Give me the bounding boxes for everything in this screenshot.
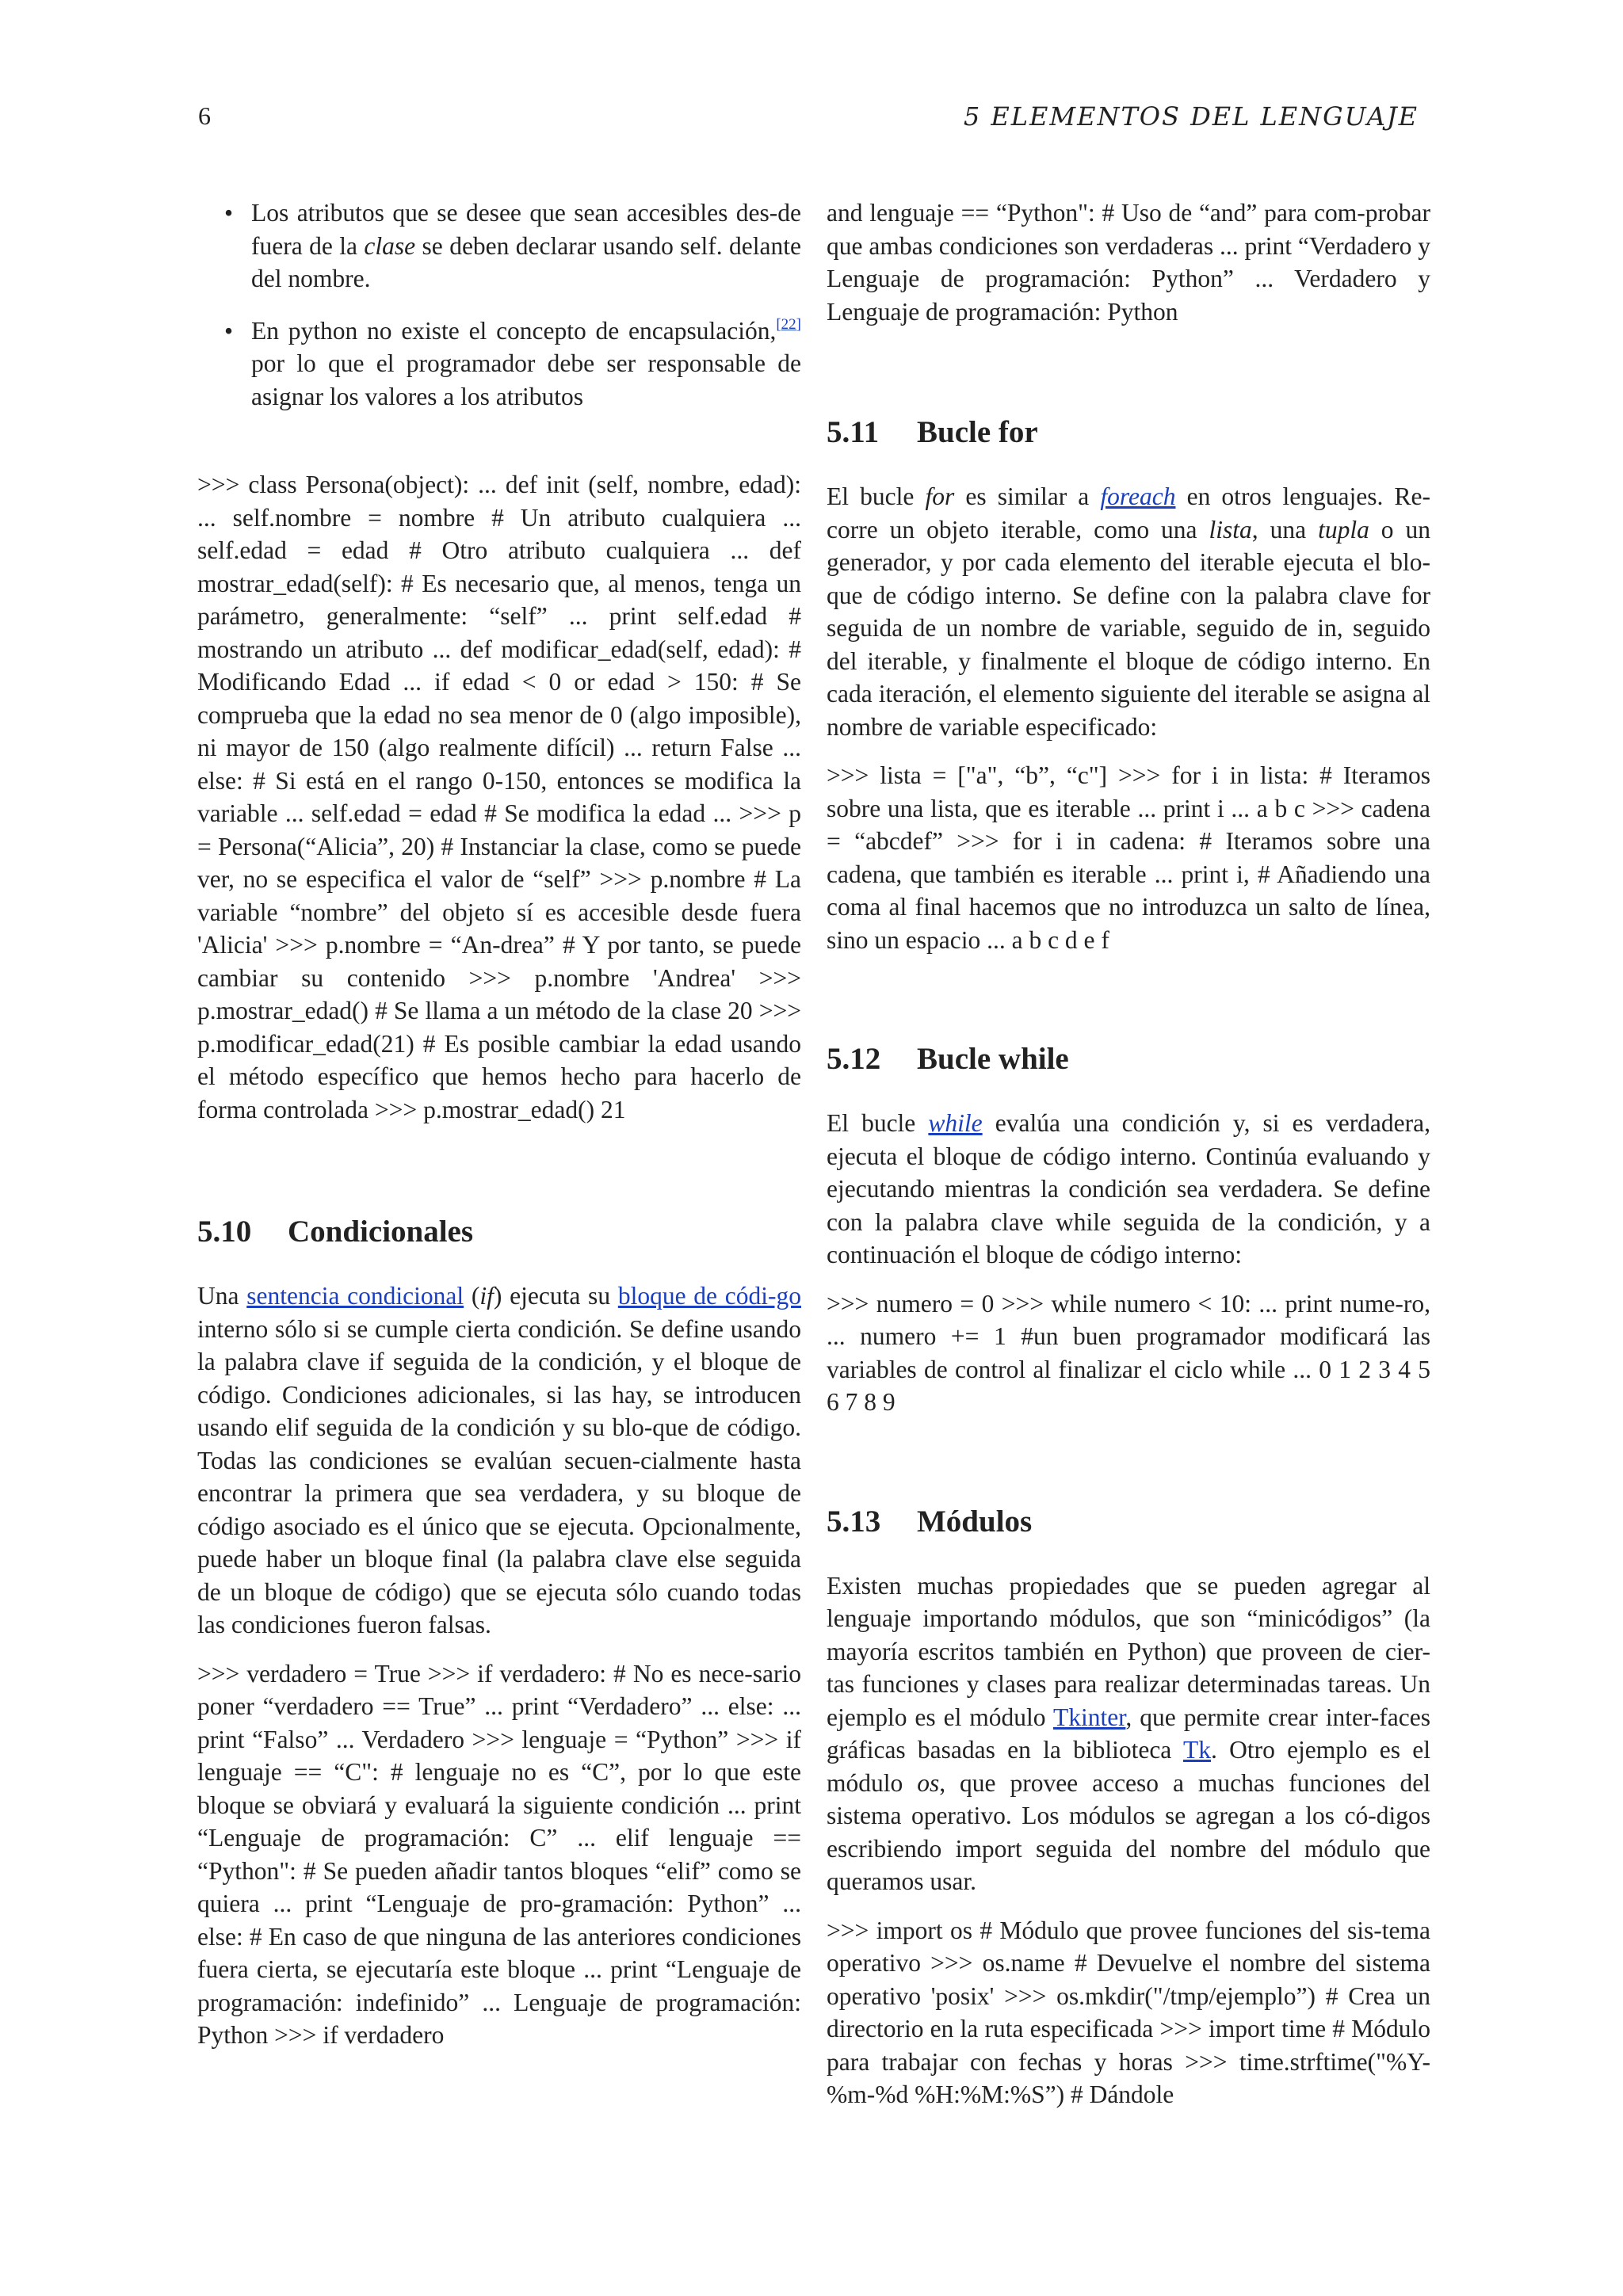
code-paragraph: and lenguaje == “Python": # Uso de “and” para com-probar que ambas condiciones son verdaderas ... print “Verdadero y Lenguaje de programación: Python” ... Verdadero y Lenguaje de programación: Python: [827, 199, 1430, 326]
link-tkinter[interactable]: Tkinter: [1052, 1703, 1126, 1731]
body-paragraph: El bucle for es similar a foreach en otros lenguajes. Re-corre un objeto iterable, como una lista, una tupla o un generador, y por cada elemento del iterable ejecuta el blo-que de código interno. Se define con la palabra clave for seguida de un nombre de variable, seguido de in, seguido del iterable, y finalmente el bloque de código interno. En cada iteración, el elemento siguiente del iterable se asigna al nombre de variable especificado:: [827, 482, 1431, 741]
section-heading-5-12: 5.12 Bucle while: [827, 1042, 1069, 1076]
link-foreach[interactable]: foreach: [1100, 482, 1176, 510]
body-paragraph: Una sentencia condicional (if) ejecuta su bloque de códi-go interno sólo si se cumple cierta condición. Se define usando la palabra clave if seguida de la condición, y el bloque de código. Condiciones adicionales, si las hay, se introducen usando elif seguida de la condición y su blo-que de código. Todas las condiciones se evalúan secuen-cialmente hasta encontrar la primera que sea verdadera, y su bloque de código asociado es el único que se ejecuta. Opcionalmente, puede haber un bloque final (la palabra clave else seguida de un bloque de código) que se ejecuta sólo cuando todas las condiciones fueron falsas.: [197, 1282, 801, 1638]
code-paragraph: >>> verdadero = True >>> if verdadero: # No es nece-sario poner “verdadero == True” ... print “Verdadero” ... else: ... print “Falso” ... Verdadero >>> lenguaje = “Python” >>> if lenguaje == “C": # lenguaje no es “C”, por lo que este bloque se obviará y evaluará la siguiente condición ... print “Lenguaje de programación: C” ... elif lenguaje == “Python": # Se pueden añadir tantos bloques “elif” como se quiera ... print “Lenguaje de pro-gramación: Python” ... else: # En caso de que ninguna de las anteriores condiciones fuera cierta, se ejecutaría este bloque ... print “Lenguaje de programación: indefinido” ... Lenguaje de programación: Python >>> if verdadero: [197, 1659, 801, 2049]
link-bloque-de-codigo[interactable]: bloque de códi-go: [617, 1282, 801, 1310]
code-paragraph: >>> class Persona(object): ... def init (self, nombre, edad): ... self.nombre = nombre # Un atributo cualquiera ... self.edad = edad # Otro atributo cualquiera ... def mostrar_edad(self): # Es necesario que, al menos, tenga un parámetro, generalmente: “self” ... print self.edad # mostrando un atributo ... def modificar_edad(self, edad): # Modificando Edad ... if edad < 0 or edad > 150: # Se comprueba que la edad no sea menor de 0 (algo imposible), ni mayor de 150 (algo realmente difícil) ... return False ... else: # Si está en el rango 0-150, entonces se modifica la variable ... self.edad = edad # Se modifica la edad ... >>> p = Persona(“Alicia”, 20) # Instanciar la clase, como se puede ver, no se especifica el valor de “self” >>> p.nombre # La variable “nombre” del objeto sí es accesible desde fuera 'Alicia' >>> p.nombre = “An-drea” # Y por tanto, se puede cambiar su contenido >>> p.nombre 'Andrea' >>> p.mostrar_edad() # Se llama a un método de la clase 20 >>> p.modificar_edad(21) # Es posible cambiar la edad usando el método específico que hemos hecho para hacerlo de forma controlada >>> p.mostrar_edad() 21: [197, 471, 801, 1123]
code-paragraph: >>> import os # Módulo que provee funciones del sis-tema operativo >>> os.name # Devuelve el nombre del sistema operativo 'posix' >>> os.mkdir("/tmp/ejemplo”) # Crea un directorio en la ruta especificada >>> import time # Módulo para trabajar con fechas y horas >>> time.strftime("%Y-%m-%d %H:%M:%S”) # Dándole: [827, 1916, 1430, 2108]
list-item: • Los atributos que se desee que sean accesibles des-de fuera de la clase se deben declarar usando self. delante del nombre.: [197, 196, 801, 296]
page-number: 6: [198, 101, 211, 130]
right-column: [827, 196, 1430, 2127]
body-paragraph: Existen muchas propiedades que se pueden agregar al lenguaje importando módulos, que son “minicódigos” (la mayoría escritos también en Python) que proveen de cier-tas funciones y clases para realizar determinadas tareas. Un ejemplo es el módulo Tkinter, que permite crear inter-faces gráficas basadas en la biblioteca Tk. Otro ejemplo es el módulo os, que provee acceso a muchas funciones del sistema operativo. Los módulos se agregan a los có-digos escribiendo import seguida del nombre del módulo que queramos usar.: [827, 1571, 1431, 1895]
link-while[interactable]: while: [928, 1109, 983, 1137]
running-header: 5 ELEMENTOS DEL LENGUAJE: [963, 101, 1419, 132]
bullet-list: [197, 196, 801, 413]
code-paragraph: >>> lista = ["a", “b”, “c"] >>> for i in lista: # Iteramos sobre una lista, que es iterable ... print i ... a b c >>> cadena = “abcdef” >>> for i in cadena: # Iteramos sobre una cadena, que también es iterable ... print i, # Añadiendo una coma al final hacemos que no introduzca un salto de línea, sino un espacio ... a b c d e f: [827, 761, 1430, 954]
left-column: [197, 196, 801, 2068]
reference-link[interactable]: [22]: [776, 315, 801, 333]
body-paragraph: El bucle while evalúa una condición y, si es verdadera, ejecuta el bloque de código interno. Continúa evaluando y ejecutando mientras la condición sea verdadera. Se define con la palabra clave while seguida de la condición, y a continuación el bloque de código interno:: [827, 1109, 1430, 1268]
section-heading-5-11: 5.11 Bucle for: [827, 415, 1038, 449]
link-tk[interactable]: Tk: [1182, 1736, 1211, 1764]
section-heading-5-10: 5.10 Condicionales: [197, 1215, 474, 1249]
link-sentencia-condicional[interactable]: sentencia condicional: [246, 1282, 464, 1310]
code-paragraph: >>> numero = 0 >>> while numero < 10: ... print nume-ro, ... numero += 1 #un buen programador modificará las variables de control al finalizar el ciclo while ... 0 1 2 3 4 5 6 7 8 9: [827, 1289, 1430, 1416]
list-item: • En python no existe el concepto de encapsulación,[22] por lo que el programador debe ser responsable de asignar los valores a los atributos: [197, 315, 801, 414]
section-heading-5-13: 5.13 Módulos: [827, 1504, 1033, 1539]
